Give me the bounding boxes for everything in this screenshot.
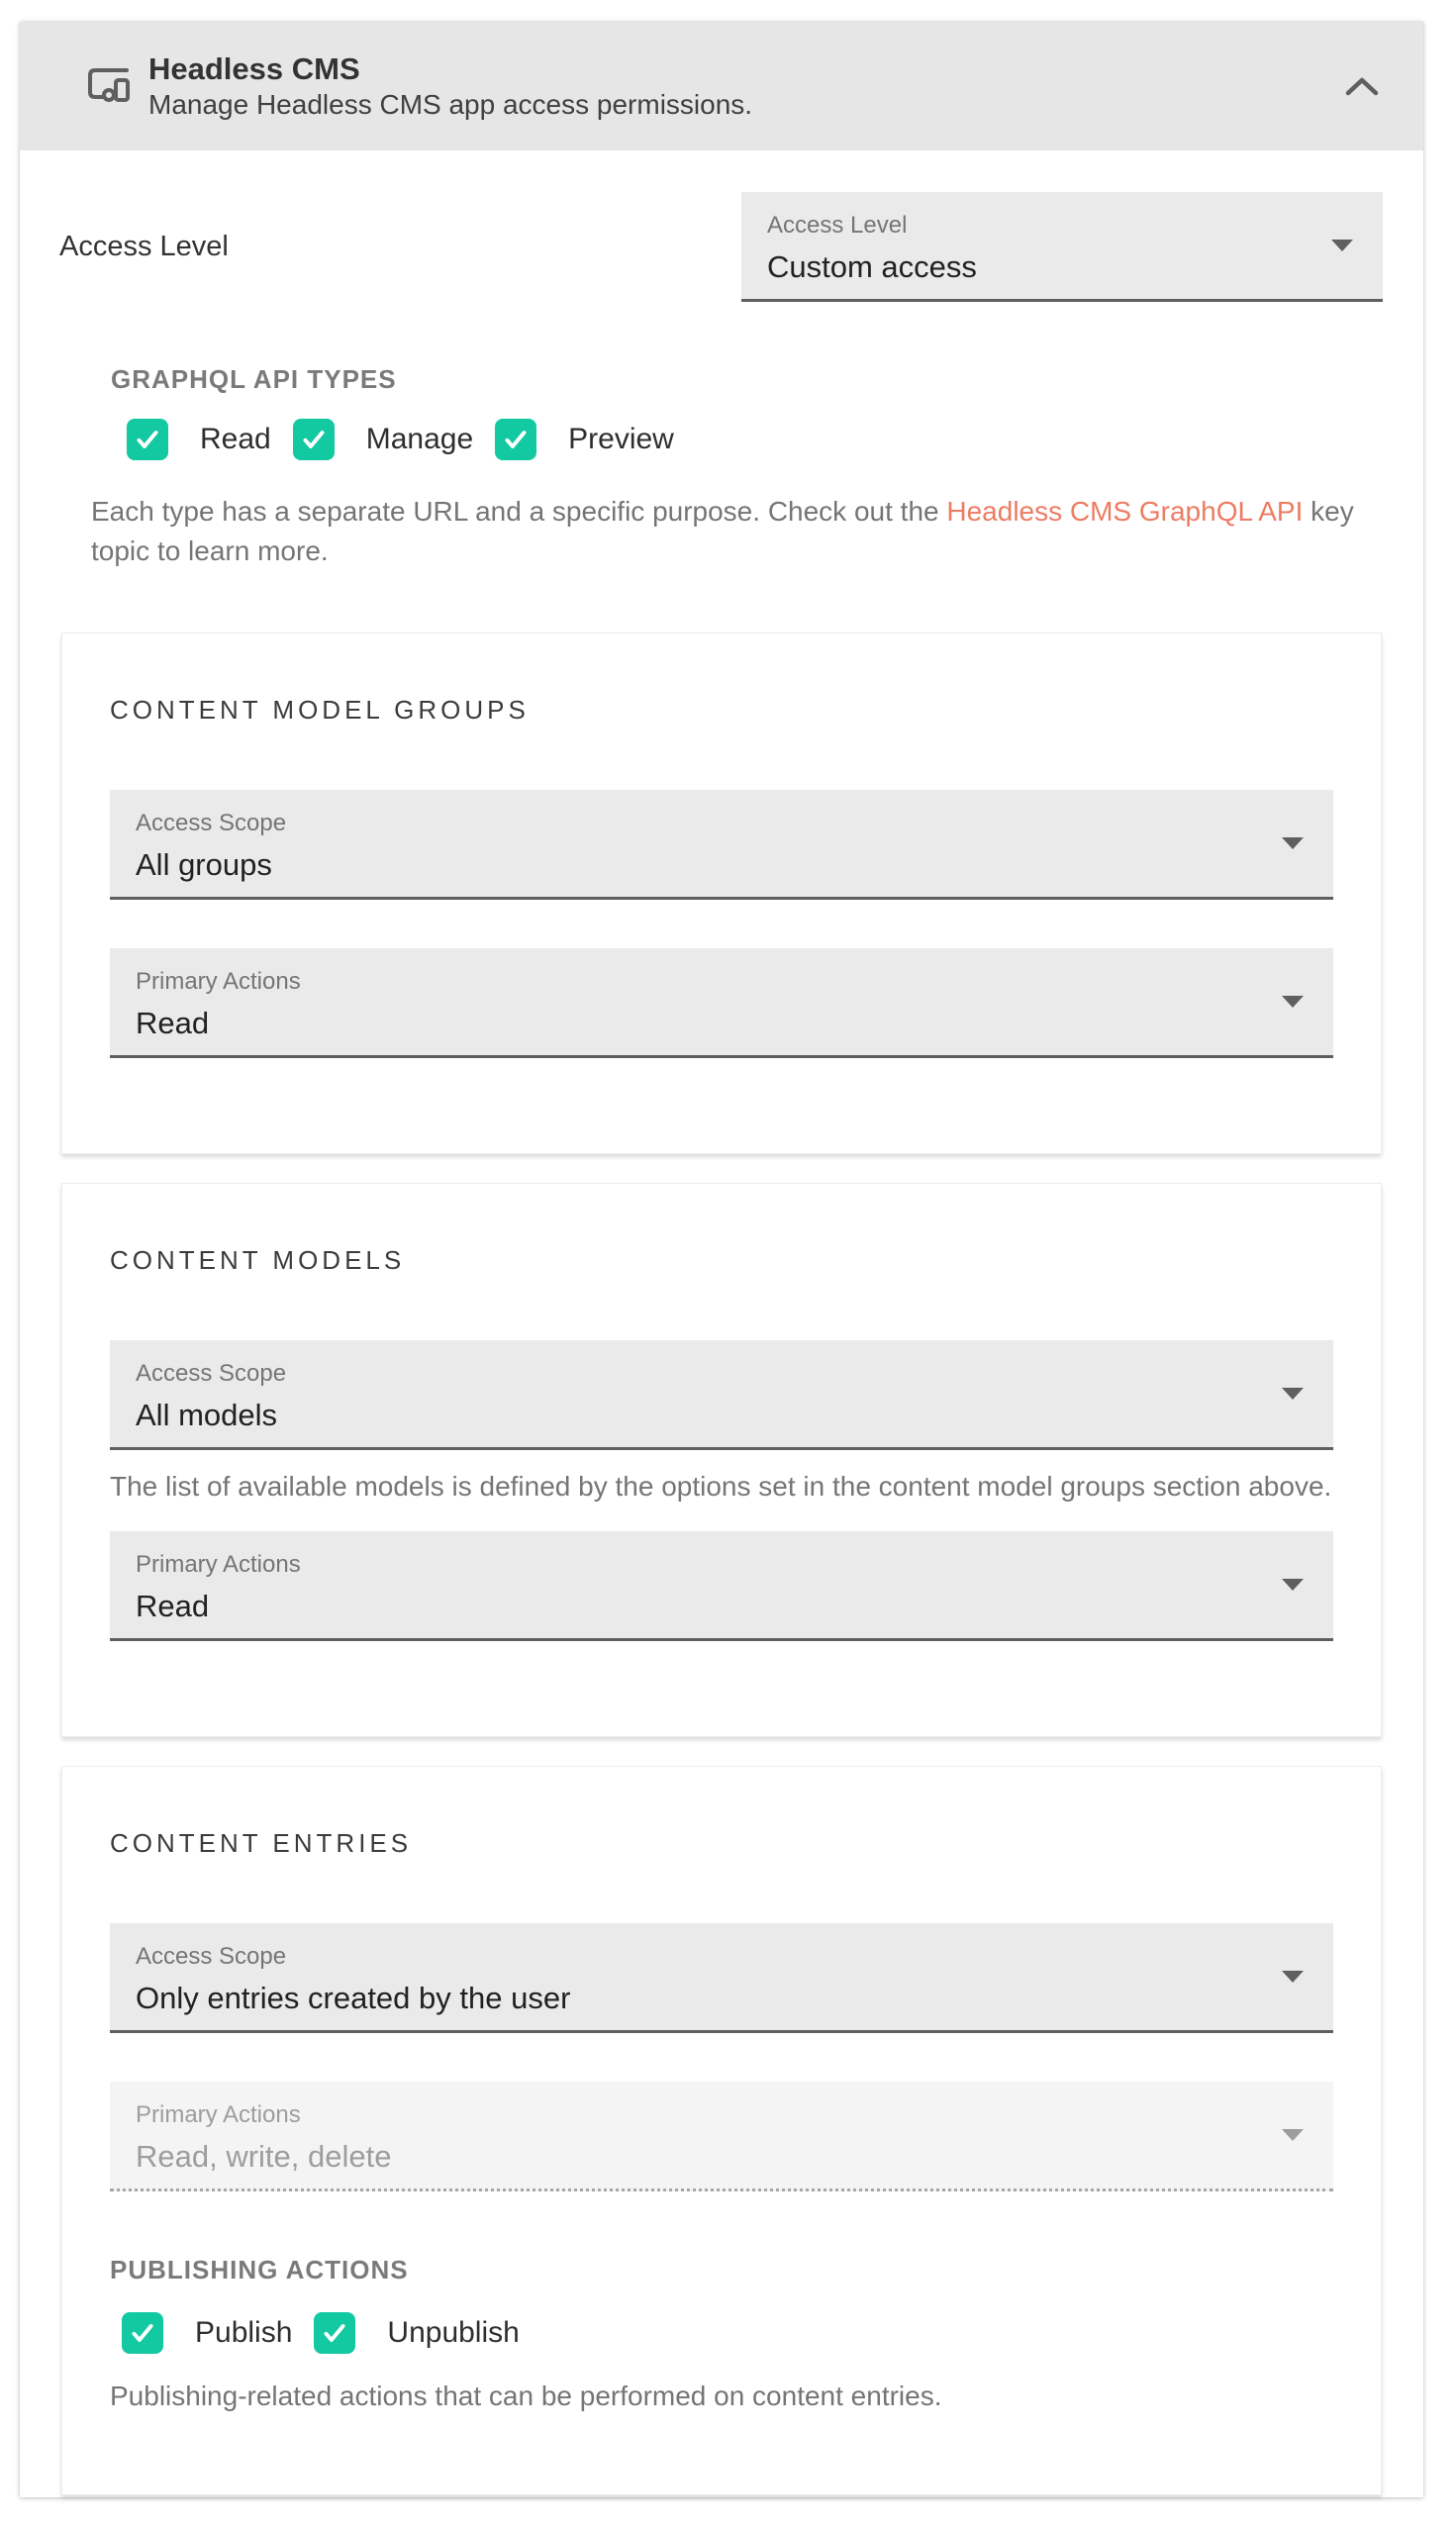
select-floating-label: Primary Actions [136, 1551, 301, 1578]
graphql-api-types-section [91, 364, 1383, 571]
access-level-label: Access Level [59, 231, 229, 262]
access-level-row [59, 192, 1383, 302]
header-text [148, 50, 752, 122]
models-note: The list of available models is defined by the options set in the content model groups section above. [110, 1471, 1332, 1502]
checkbox-checked-icon [314, 2312, 355, 2354]
graphql-description [91, 492, 1383, 571]
select-floating-label: Access Scope [136, 1360, 287, 1387]
access-scope-select[interactable] [110, 790, 1333, 900]
dropdown-arrow-icon [1282, 2129, 1304, 2141]
publishing-checkbox-row [122, 2312, 1333, 2354]
dropdown-arrow-icon [1331, 240, 1353, 251]
headless-cms-graphql-api-link[interactable]: Headless CMS GraphQL API [946, 496, 1304, 527]
select-value: Only entries created by the user [136, 1981, 571, 2015]
select-value: Read [136, 1589, 210, 1623]
description-text: key topic to learn more. [91, 496, 1354, 566]
primary-actions-select[interactable] [110, 948, 1333, 1058]
card-title: CONTENT ENTRIES [110, 1828, 413, 1858]
checkbox-unpublish[interactable] [314, 2312, 519, 2354]
checkbox-label: Unpublish [387, 2316, 520, 2349]
select-floating-label: Primary Actions [136, 968, 301, 995]
dropdown-arrow-icon [1282, 837, 1304, 849]
select-value: Read [136, 1006, 210, 1040]
select-value: Custom access [767, 249, 977, 284]
checkbox-publish[interactable] [122, 2312, 292, 2354]
dropdown-arrow-icon [1282, 1579, 1304, 1591]
checkbox-label: Preview [568, 423, 674, 455]
checkbox-preview[interactable] [495, 419, 674, 460]
select-floating-label: Access Level [767, 212, 908, 239]
select-floating-label: Primary Actions [136, 2101, 301, 2128]
primary-actions-select-disabled [110, 2082, 1333, 2191]
chevron-up-icon[interactable] [1344, 75, 1380, 97]
access-level-select[interactable] [741, 192, 1383, 302]
content-models-card [61, 1183, 1382, 1737]
checkbox-label: Publish [195, 2316, 293, 2349]
checkbox-checked-icon [122, 2312, 163, 2354]
graphql-checkbox-row [127, 419, 1383, 460]
select-floating-label: Access Scope [136, 810, 287, 836]
access-scope-select[interactable] [110, 1340, 1333, 1450]
checkbox-label: Read [200, 423, 271, 455]
content-entries-card [61, 1766, 1382, 2495]
primary-actions-select[interactable] [110, 1531, 1333, 1641]
dropdown-arrow-icon [1282, 1971, 1304, 1983]
panel-subtitle: Manage Headless CMS app access permissions. [148, 89, 753, 120]
checkbox-read[interactable] [127, 419, 271, 460]
select-value: All models [136, 1398, 277, 1432]
card-title: CONTENT MODEL GROUPS [110, 695, 530, 725]
devices-icon [83, 63, 135, 109]
checkbox-checked-icon [293, 419, 335, 460]
graphql-api-types-caption: GRAPHQL API TYPES [111, 364, 397, 394]
content-model-groups-card [61, 632, 1382, 1154]
checkbox-checked-icon [127, 419, 168, 460]
checkbox-manage[interactable] [293, 419, 473, 460]
panel-title: Headless CMS [148, 51, 360, 86]
panel-body [20, 150, 1423, 2497]
checkbox-label: Manage [365, 423, 474, 455]
select-value: Read, write, delete [136, 2139, 392, 2174]
headless-cms-permissions-panel [20, 22, 1423, 2497]
accordion-header[interactable] [20, 22, 1423, 150]
dropdown-arrow-icon [1282, 996, 1304, 1008]
dropdown-arrow-icon [1282, 1388, 1304, 1400]
card-title: CONTENT MODELS [110, 1245, 406, 1275]
select-value: All groups [136, 847, 272, 882]
publishing-note: Publishing-related actions that can be performed on content entries. [110, 2381, 942, 2411]
publishing-actions-caption: PUBLISHING ACTIONS [110, 2255, 409, 2284]
select-floating-label: Access Scope [136, 1943, 287, 1970]
access-scope-select[interactable] [110, 1923, 1333, 2033]
checkbox-checked-icon [495, 419, 536, 460]
description-text: Each type has a separate URL and a specific purpose. Check out the [91, 496, 947, 527]
